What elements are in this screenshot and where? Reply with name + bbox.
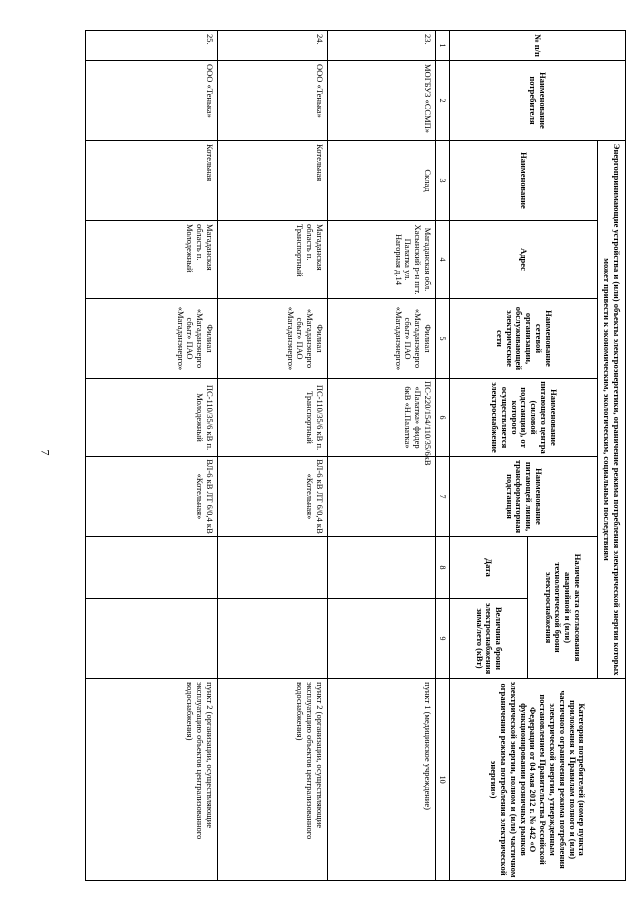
- row-power-center: ПС-110/35/6 кВ п. Транспортный: [218, 379, 328, 457]
- row-category: пункт 2 (организации, осуществляющие эксплуатацию объектов централизованного водоснабжения): [86, 679, 218, 881]
- header-network-org: Наименование сетевой организации, обслуживающей электрические сети: [450, 299, 598, 379]
- row-feeder: ВЛ-6 кВ ЛТ 6/0,4 кВ «Котельная»: [86, 457, 218, 537]
- header-no: № п/п: [450, 31, 626, 61]
- column-numbers-row: [436, 31, 450, 881]
- row-category: пункт 2 (организации, осуществляющие эксплуатацию объектов централизованного водоснабжения): [218, 679, 328, 881]
- row-no: 24.: [218, 31, 328, 61]
- row-reserve: [328, 599, 436, 679]
- header-category: Категория потребителей (номер пункта приложения к Правилам полного и (или) частичного ограничения режима потребления электрической энергии, утвержденным постановлением Правительства Российской Федерации от 04 мая 2012 г. № 442 «О функционировании розничных рынков электрической энергии, полном и (или) частичном ограничении режима потребления электрической энергии»): [450, 679, 626, 881]
- row-power-center: ПС-220/154/110/35/6кВ «Палатка» фидер 6кВ «Н.Палатка»: [328, 379, 436, 457]
- column-number: 9: [436, 599, 450, 679]
- row-network-org: Филиал «Магаданэнерго сбыт» ПАО «Магаданэнерго»: [328, 299, 436, 379]
- column-number: 4: [436, 221, 450, 299]
- row-date: [218, 537, 328, 599]
- row-power-center: ПС-110/35/6 кВ п. Молодежный: [86, 379, 218, 457]
- row-date: [86, 537, 218, 599]
- row-reserve: [218, 599, 328, 679]
- column-number: 10: [436, 679, 450, 881]
- table-row: [218, 31, 328, 881]
- table-row: [86, 31, 218, 881]
- header-group: Энергопринимающие устройства и (или) объекты электроэнергетики, ограничение режима потребления электрической энергии которых может привести к экономическим, экологическим, социальным последствиям: [598, 141, 626, 679]
- row-network-org: Филиал «Магаданэнерго сбыт» ПАО «Магаданэнерго»: [86, 299, 218, 379]
- table-row: [328, 31, 436, 881]
- row-no: 25.: [86, 31, 218, 61]
- column-number: 1: [436, 31, 450, 61]
- row-feeder: [328, 457, 436, 537]
- row-address: Магаданская область п. Молодежный: [86, 221, 218, 299]
- row-name: Котельная: [218, 141, 328, 221]
- header-address: Адрес: [450, 221, 598, 299]
- column-number: 6: [436, 379, 450, 457]
- page-number: 7: [38, 449, 53, 456]
- row-category: пункт 1 (медицинское учреждение): [328, 679, 436, 881]
- row-reserve: [86, 599, 218, 679]
- row-feeder: ВЛ-6 кВ ЛТ 6/0,4 кВ «Котельная»: [218, 457, 328, 537]
- column-number: 5: [436, 299, 450, 379]
- row-consumer: ООО «Тенька»: [218, 61, 328, 141]
- row-consumer: ООО «Тенька»: [86, 61, 218, 141]
- row-consumer: МОГБУЗ «ССМП»: [328, 61, 436, 141]
- column-number: 8: [436, 537, 450, 599]
- row-address: Магаданская область п. Транспортный: [218, 221, 328, 299]
- row-network-org: Филиал «Магаданэнерго сбыт» ПАО «Магаданэнерго»: [218, 299, 328, 379]
- row-address: Магаданская обл. Хасынский р-н пгт. Палатка ул. Нагорная д.14: [328, 221, 436, 299]
- header-name: Наименование: [450, 141, 598, 221]
- row-no: 23.: [328, 31, 436, 61]
- header-consumer: Наименование потребителя: [450, 61, 626, 141]
- row-date: [328, 537, 436, 599]
- header-reserve: Величина брони электроснабжения зима/лето (кВт): [450, 599, 528, 679]
- column-number: 7: [436, 457, 450, 537]
- column-number: 3: [436, 141, 450, 221]
- header-feeder: Наименование питающей линии, трансформаторная подстанция: [450, 457, 598, 537]
- rotated-sheet: [86, 30, 626, 880]
- column-number: 2: [436, 61, 450, 141]
- energy-consumers-table: [85, 30, 626, 881]
- row-name: Котельная: [86, 141, 218, 221]
- header-act: Наличие акта согласования аварийной и (или) технологической брони электроснабжения: [528, 537, 598, 679]
- row-name: Склад: [328, 141, 436, 221]
- header-date: Дата: [450, 537, 528, 599]
- header-power-center: Наименование питающего центра (силовой подстанции), от которого осуществляется электроснабжение: [450, 379, 598, 457]
